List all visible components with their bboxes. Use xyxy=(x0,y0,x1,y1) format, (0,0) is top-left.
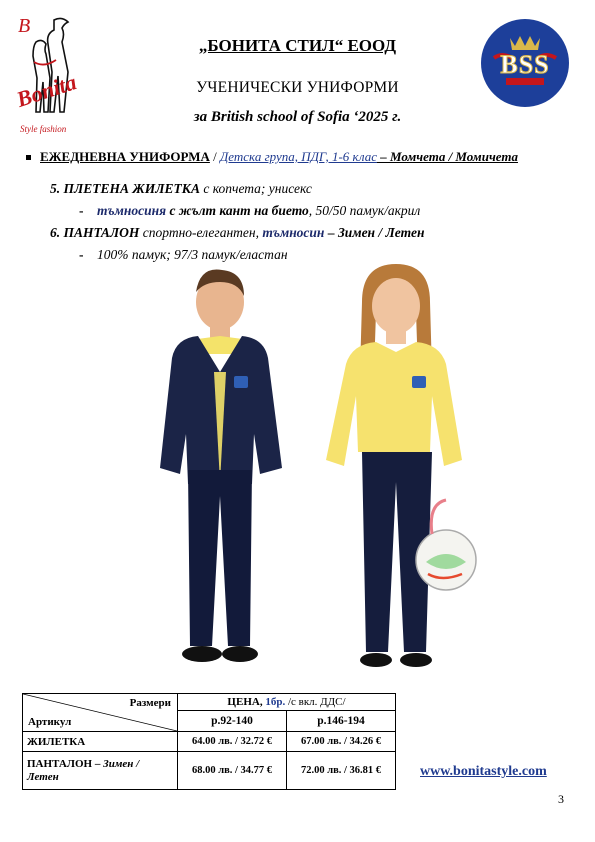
item-number: 5. xyxy=(50,181,61,196)
item-desc: спортно-елегантен, xyxy=(139,225,263,240)
article-season: Зимен / Летен xyxy=(27,757,140,783)
section-slash: / xyxy=(209,149,221,164)
size-header: р.92-140 xyxy=(178,710,287,731)
product-photo xyxy=(110,262,480,692)
website-link[interactable]: www.bonitastyle.com xyxy=(420,764,547,779)
item-color: тъмносиня xyxy=(97,203,167,218)
price-cell: 68.00 лв. / 34.77 € xyxy=(178,752,287,790)
uniform-models-illustration xyxy=(110,262,480,692)
boy-figure xyxy=(160,269,282,662)
girl-figure xyxy=(326,264,476,667)
price-header xyxy=(178,694,396,711)
item-name: ПАНТАЛОН xyxy=(63,225,140,240)
corner-sizes-label: Размери xyxy=(129,697,171,709)
item-5 xyxy=(50,178,424,200)
price-qty: 1бр. xyxy=(265,695,286,708)
price-label: ЦЕНА, xyxy=(227,695,266,708)
bonita-logo-text: Bonita xyxy=(13,69,80,112)
corner-article-label: Артикул xyxy=(28,716,72,728)
price-vat: /с вкл. ДДС/ xyxy=(285,695,346,708)
price-cell: 64.00 лв. / 32.72 € xyxy=(178,732,287,752)
table-corner-cell xyxy=(23,694,178,732)
price-cell: 72.00 лв. / 36.81 € xyxy=(287,752,396,790)
item-trim: с жълт кант на бието xyxy=(166,203,309,218)
table-header-row xyxy=(23,694,396,711)
item-material: , 50/50 памук/акрил xyxy=(308,203,421,218)
page-number: 3 xyxy=(558,792,564,806)
price-table xyxy=(22,693,396,790)
section-groups: Детска група, ПДГ, 1-6 клас xyxy=(220,149,377,164)
square-bullet-icon xyxy=(26,155,31,160)
document-title: УЧЕНИЧЕСКИ УНИФОРМИ xyxy=(196,79,399,96)
document-subtitle: за British school of Sofia ‘2025 г. xyxy=(193,109,402,125)
section-main: ЕЖЕДНЕВНА УНИФОРМА xyxy=(40,149,210,164)
company-name: „БОНИТА СТИЛ“ ЕООД xyxy=(198,36,397,55)
item-season: – Зимен / Летен xyxy=(324,225,425,240)
item-6 xyxy=(50,222,424,244)
article-cell xyxy=(23,732,178,752)
svg-text:B: B xyxy=(18,15,31,37)
bonita-logo xyxy=(14,12,86,140)
section-gender: – Момчета / Момичета xyxy=(377,149,518,164)
bonita-logo-tagline: Style fashion xyxy=(20,124,67,134)
dash-bullet: - xyxy=(79,203,84,218)
item-material: 100% памук; 97/3 памук/еластан xyxy=(97,247,288,262)
table-row xyxy=(23,732,396,752)
bss-logo-text: BSS xyxy=(500,50,550,79)
price-cell: 67.00 лв. / 34.26 € xyxy=(287,732,396,752)
item-desc: с копчета; унисекс xyxy=(199,181,312,196)
section-heading xyxy=(26,149,518,165)
item-number: 6. xyxy=(50,225,61,240)
table-row xyxy=(23,752,396,790)
item-color: тъмносин xyxy=(262,225,325,240)
dash-bullet: - xyxy=(79,247,84,262)
item-5-detail xyxy=(50,200,424,222)
article-cell xyxy=(23,752,178,790)
bss-logo xyxy=(480,18,570,108)
article-name: ПАНТАЛОН – xyxy=(27,757,104,770)
item-name: ПЛЕТЕНА ЖИЛЕТКА xyxy=(63,181,200,196)
article-name: ЖИЛЕТКА xyxy=(27,735,86,748)
size-header: р.146-194 xyxy=(287,710,396,731)
item-list xyxy=(50,178,424,266)
